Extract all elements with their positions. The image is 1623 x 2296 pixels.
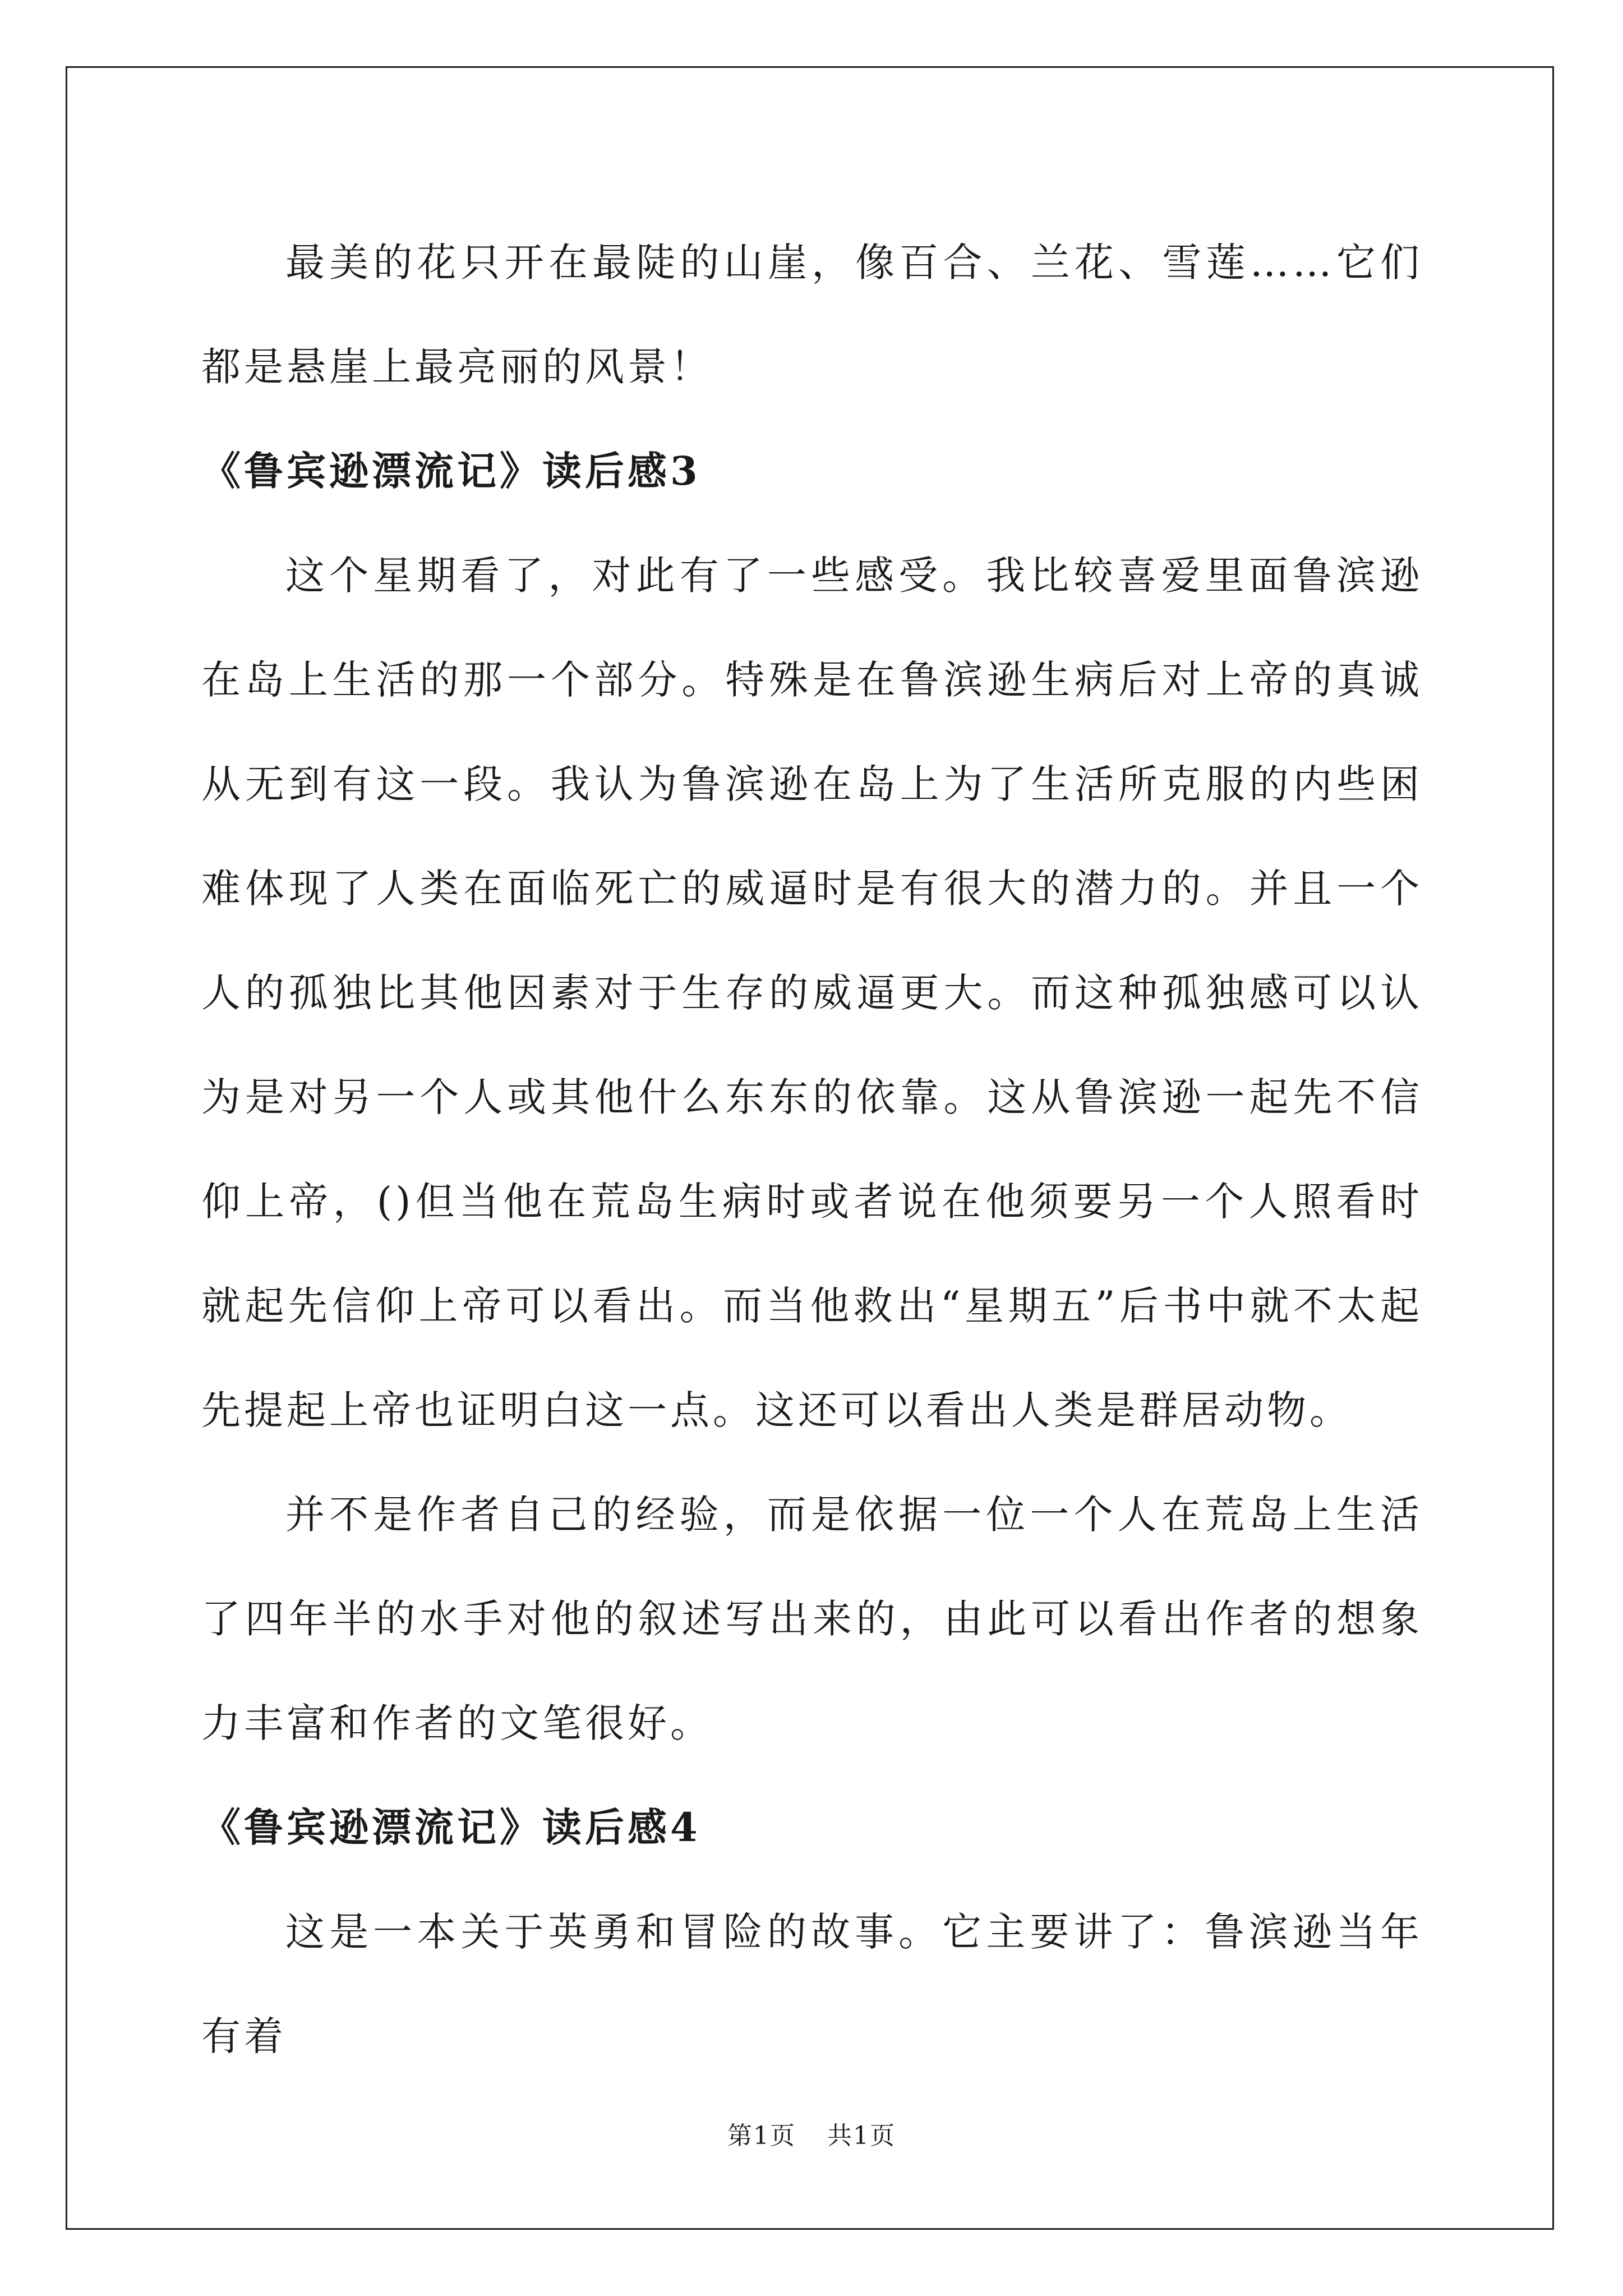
paragraph-intro: 最美的花只开在最陡的山崖，像百合、兰花、雪莲……它们都是悬崖上最亮丽的风景！	[201, 240, 1423, 390]
paragraph-story-start: 这是一本关于英勇和冒险的故事。它主要讲了：鲁滨逊当年有着	[201, 1909, 1423, 2059]
section-heading-4: 《鲁宾逊漂流记》读后感4	[201, 1804, 701, 1851]
page-footer	[0, 2119, 1623, 2153]
section-heading-3: 《鲁宾逊漂流记》读后感3	[201, 448, 701, 494]
page-total: 共1页	[827, 2122, 896, 2150]
page-number: 第1页	[727, 2122, 796, 2150]
document-body	[201, 210, 1423, 2088]
paragraph-author-note: 并不是作者自己的经验，而是依据一位一个人在荒岛上生活了四年半的水手对他的叙述写出来的，由此可以看出作者的想象力丰富和作者的文笔很好。	[201, 1492, 1423, 1746]
paragraph-reflection: 这个星期看了，对此有了一些感受。我比较喜爱里面鲁滨逊在岛上生活的那一个部分。特殊是在鲁滨逊生病后对上帝的真诚从无到有这一段。我认为鲁滨逊在岛上为了生活所克服的内些困难体现了人类在面临死亡的威逼时是有很大的潜力的。并且一个人的孤独比其他因素对于生存的威逼更大。而这种孤独感可以认为是对另一个人或其他什么东东的依靠。这从鲁滨逊一起先不信仰上帝，()但当他在荒岛生病时或者说在他须要另一个人照看时就起先信仰上帝可以看出。而当他救出“星期五”后书中就不太起先提起上帝也证明白这一点。这还可以看出人类是群居动物。	[201, 553, 1423, 1433]
